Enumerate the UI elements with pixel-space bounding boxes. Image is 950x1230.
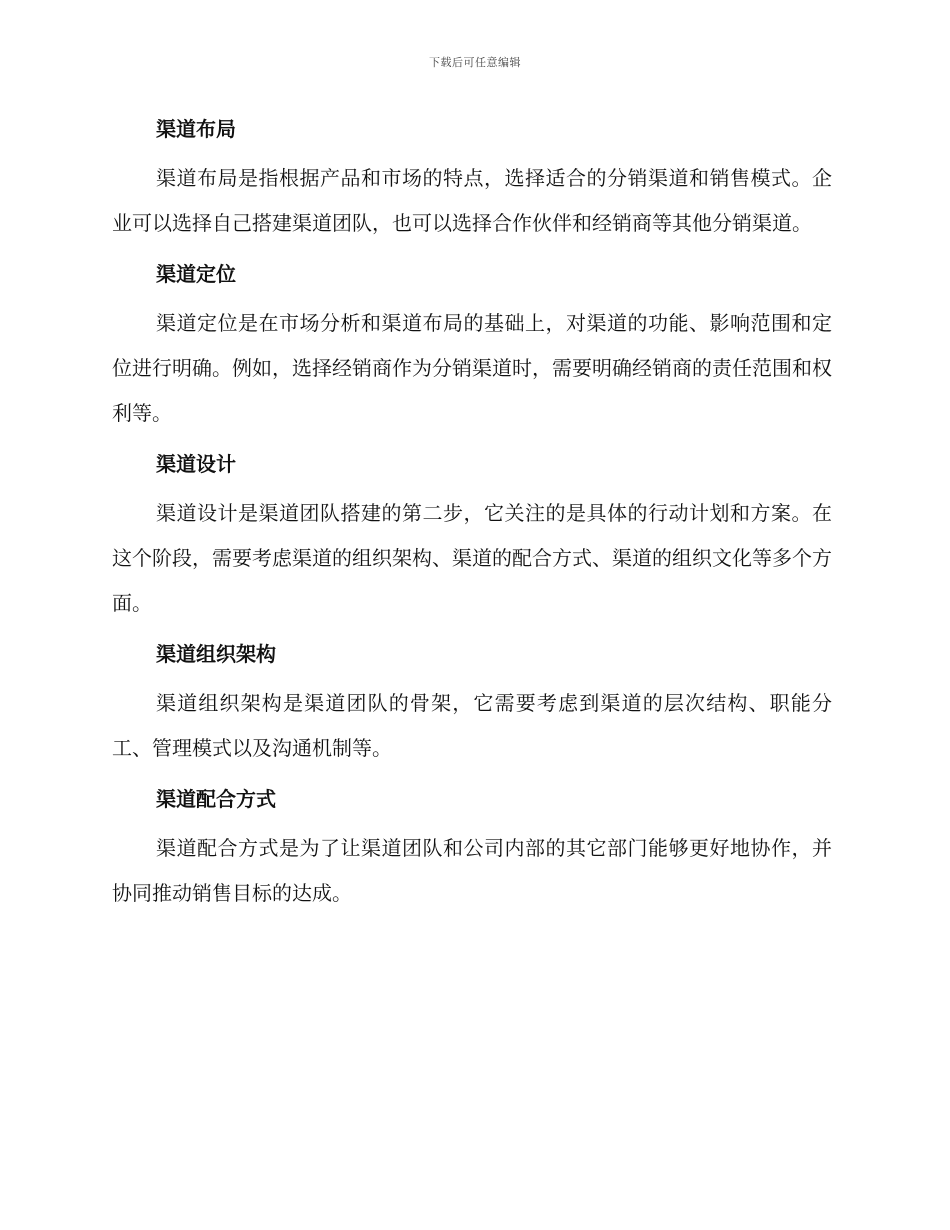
section-channel-positioning <box>112 257 832 436</box>
section-channel-org-structure <box>112 637 832 771</box>
section-heading: 渠道组织架构 <box>156 642 276 666</box>
section-paragraph: 渠道配合方式是为了让渠道团队和公司内部的其它部门能够更好地协作，并协同推动销售目标的达成。 <box>112 836 832 905</box>
section-channel-cooperation <box>112 782 832 916</box>
section-paragraph: 渠道布局是指根据产品和市场的特点，选择适合的分销渠道和销售模式。企业可以选择自己搭建渠道团队，也可以选择合作伙伴和经销商等其他分销渠道。 <box>112 166 832 235</box>
section-paragraph: 渠道定位是在市场分析和渠道布局的基础上，对渠道的功能、影响范围和定位进行明确。例如，选择经销商作为分销渠道时，需要明确经销商的责任范围和权利等。 <box>112 311 832 425</box>
section-paragraph: 渠道组织架构是渠道团队的骨架，它需要考虑到渠道的层次结构、职能分工、管理模式以及沟通机制等。 <box>112 691 832 760</box>
section-heading: 渠道设计 <box>156 452 236 476</box>
section-channel-layout <box>112 112 832 246</box>
section-heading: 渠道布局 <box>156 117 236 141</box>
section-heading: 渠道配合方式 <box>156 787 276 811</box>
page-header: 下载后可任意编辑 <box>429 56 521 69</box>
section-channel-design <box>112 447 832 626</box>
section-paragraph: 渠道设计是渠道团队搭建的第二步，它关注的是具体的行动计划和方案。在这个阶段，需要考虑渠道的组织架构、渠道的配合方式、渠道的组织文化等多个方面。 <box>112 501 832 615</box>
section-heading: 渠道定位 <box>156 262 236 286</box>
document-content <box>112 112 832 927</box>
